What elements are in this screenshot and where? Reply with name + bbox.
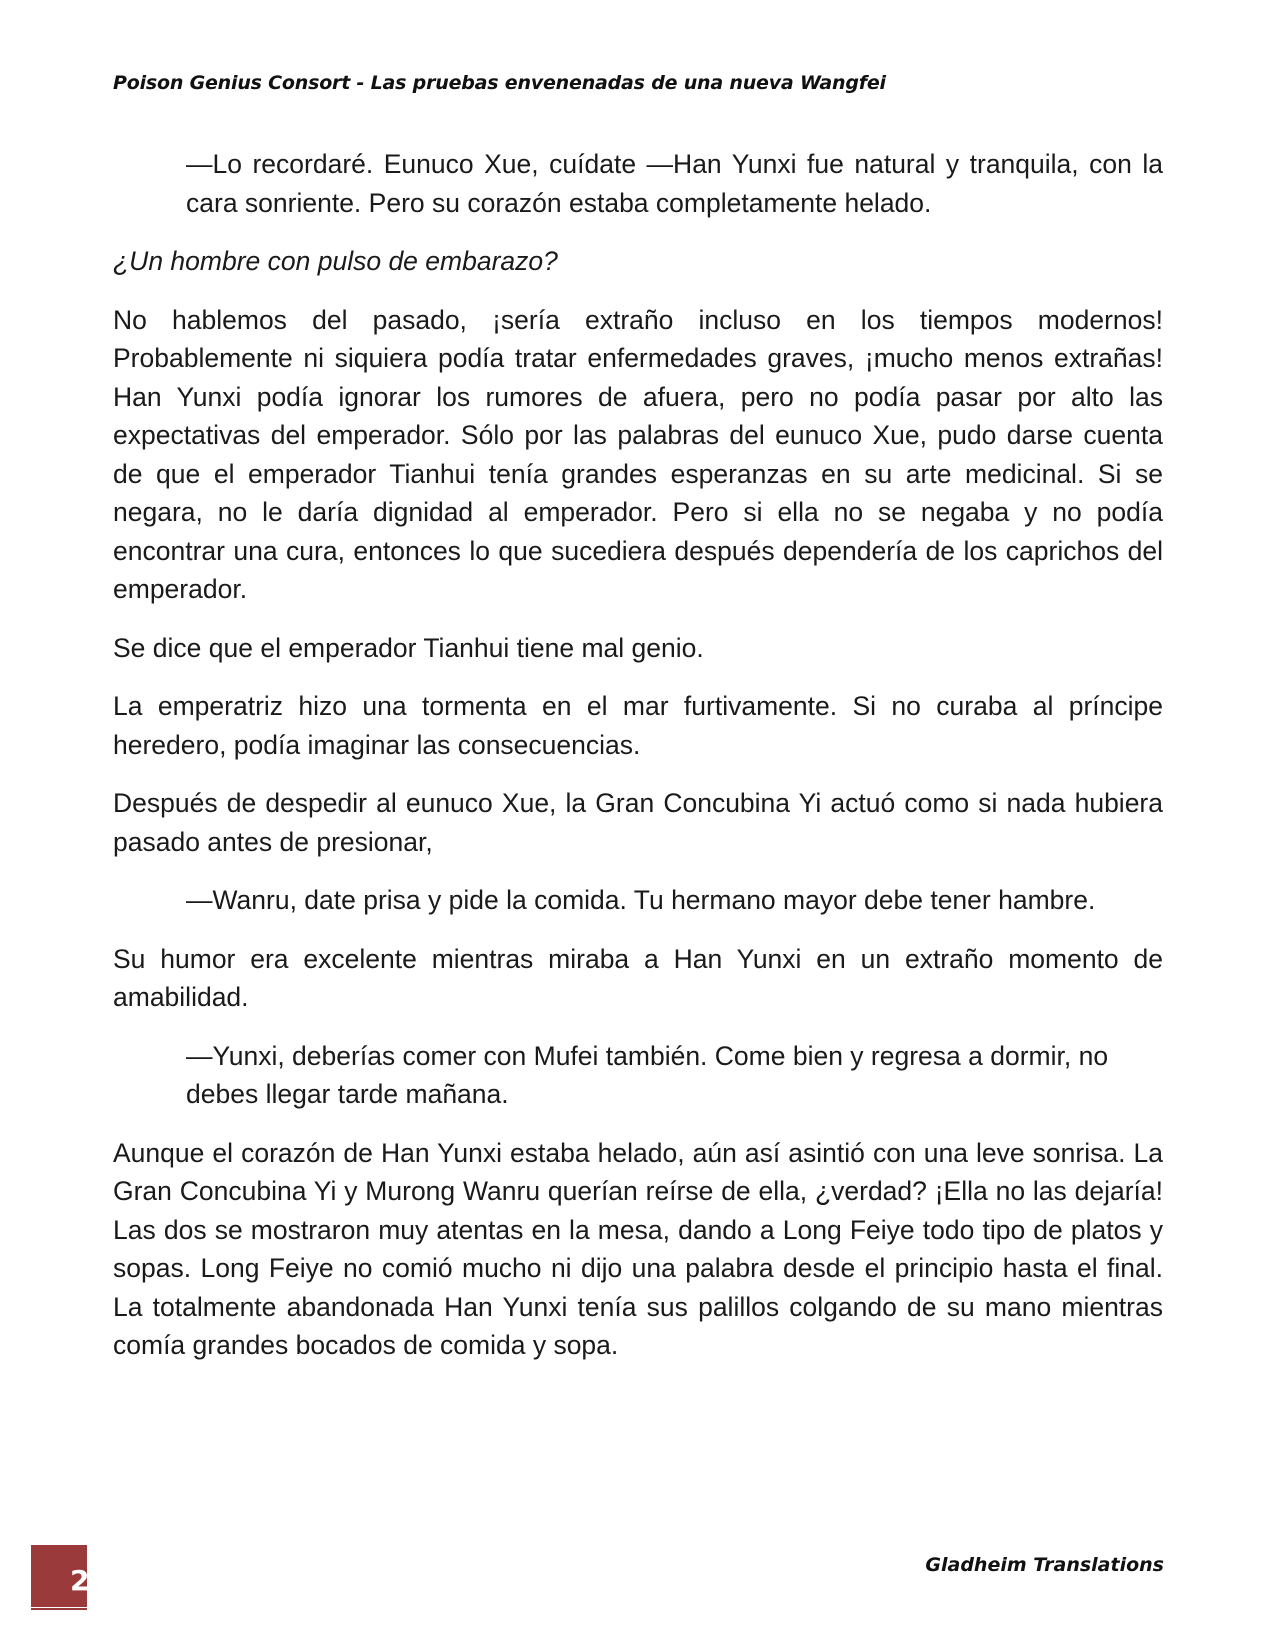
document-body — [113, 145, 1163, 1385]
footer-credit: Gladheim Translations — [925, 1554, 1164, 1576]
body-paragraph: Se dice que el emperador Tianhui tiene mal genio. — [113, 632, 704, 663]
body-paragraph: Aunque el corazón de Han Yunxi estaba helado, aún así asintió con una leve sonrisa. La Gran Concubina Yi y Murong Wanru querían reírse de ella, ¿verdad? ¡Ella no las dejaría! Las dos se mostraron muy atentas en la mesa, dando a Long Feiye todo tipo de platos y sopas. Long Feiye no comió mucho ni dijo una palabra desde el principio hasta el final. La totalmente abandonada Han Yunxi tenía sus palillos colgando de su mano mientras comía grandes bocados de comida y sopa. — [113, 1137, 1163, 1360]
page-number: 2 — [70, 1564, 90, 1597]
body-paragraph: No hablemos del pasado, ¡sería extraño incluso en los tiempos modernos! Probablemente ni siquiera podía tratar enfermedades graves, ¡mucho menos extrañas! Han Yunxi podía ignorar los rumores de afuera, pero no podía pasar por alto las expectativas del emperador. Sólo por las palabras del eunuco Xue, pudo darse cuenta de que el emperador Tianhui tenía grandes esperanzas en su arte medicinal. Si se negara, no le daría dignidad al emperador. Pero si ella no se negaba y no podía encontrar una cura, entonces lo que sucediera después dependería de los caprichos del emperador. — [113, 304, 1163, 604]
body-paragraph: La emperatriz hizo una tormenta en el mar furtivamente. Si no curaba al príncipe heredero, podía imaginar las consecuencias. — [113, 691, 1163, 760]
italic-thought-paragraph: ¿Un hombre con pulso de embarazo? — [113, 246, 558, 276]
dialogue-paragraph: —Wanru, date prisa y pide la comida. Tu hermano mayor debe tener hambre. — [186, 885, 1096, 915]
body-paragraph: Después de despedir al eunuco Xue, la Gran Concubina Yi actuó como si nada hubiera pasado antes de presionar, — [113, 788, 1163, 857]
dialogue-paragraph: —Lo recordaré. Eunuco Xue, cuídate —Han Yunxi fue natural y tranquila, con la cara sonriente. Pero su corazón estaba completamente helado. — [186, 149, 1163, 218]
dialogue-paragraph: —Yunxi, deberías comer con Mufei también. Come bien y regresa a dormir, no debes llegar tarde mañana. — [186, 1040, 1109, 1109]
page-header-title: Poison Genius Consort - Las pruebas envenenadas de una nueva Wangfei — [113, 72, 886, 94]
page-number-underline — [31, 1608, 87, 1610]
body-paragraph: Su humor era excelente mientras miraba a Han Yunxi en un extraño momento de amabilidad. — [113, 943, 1163, 1012]
